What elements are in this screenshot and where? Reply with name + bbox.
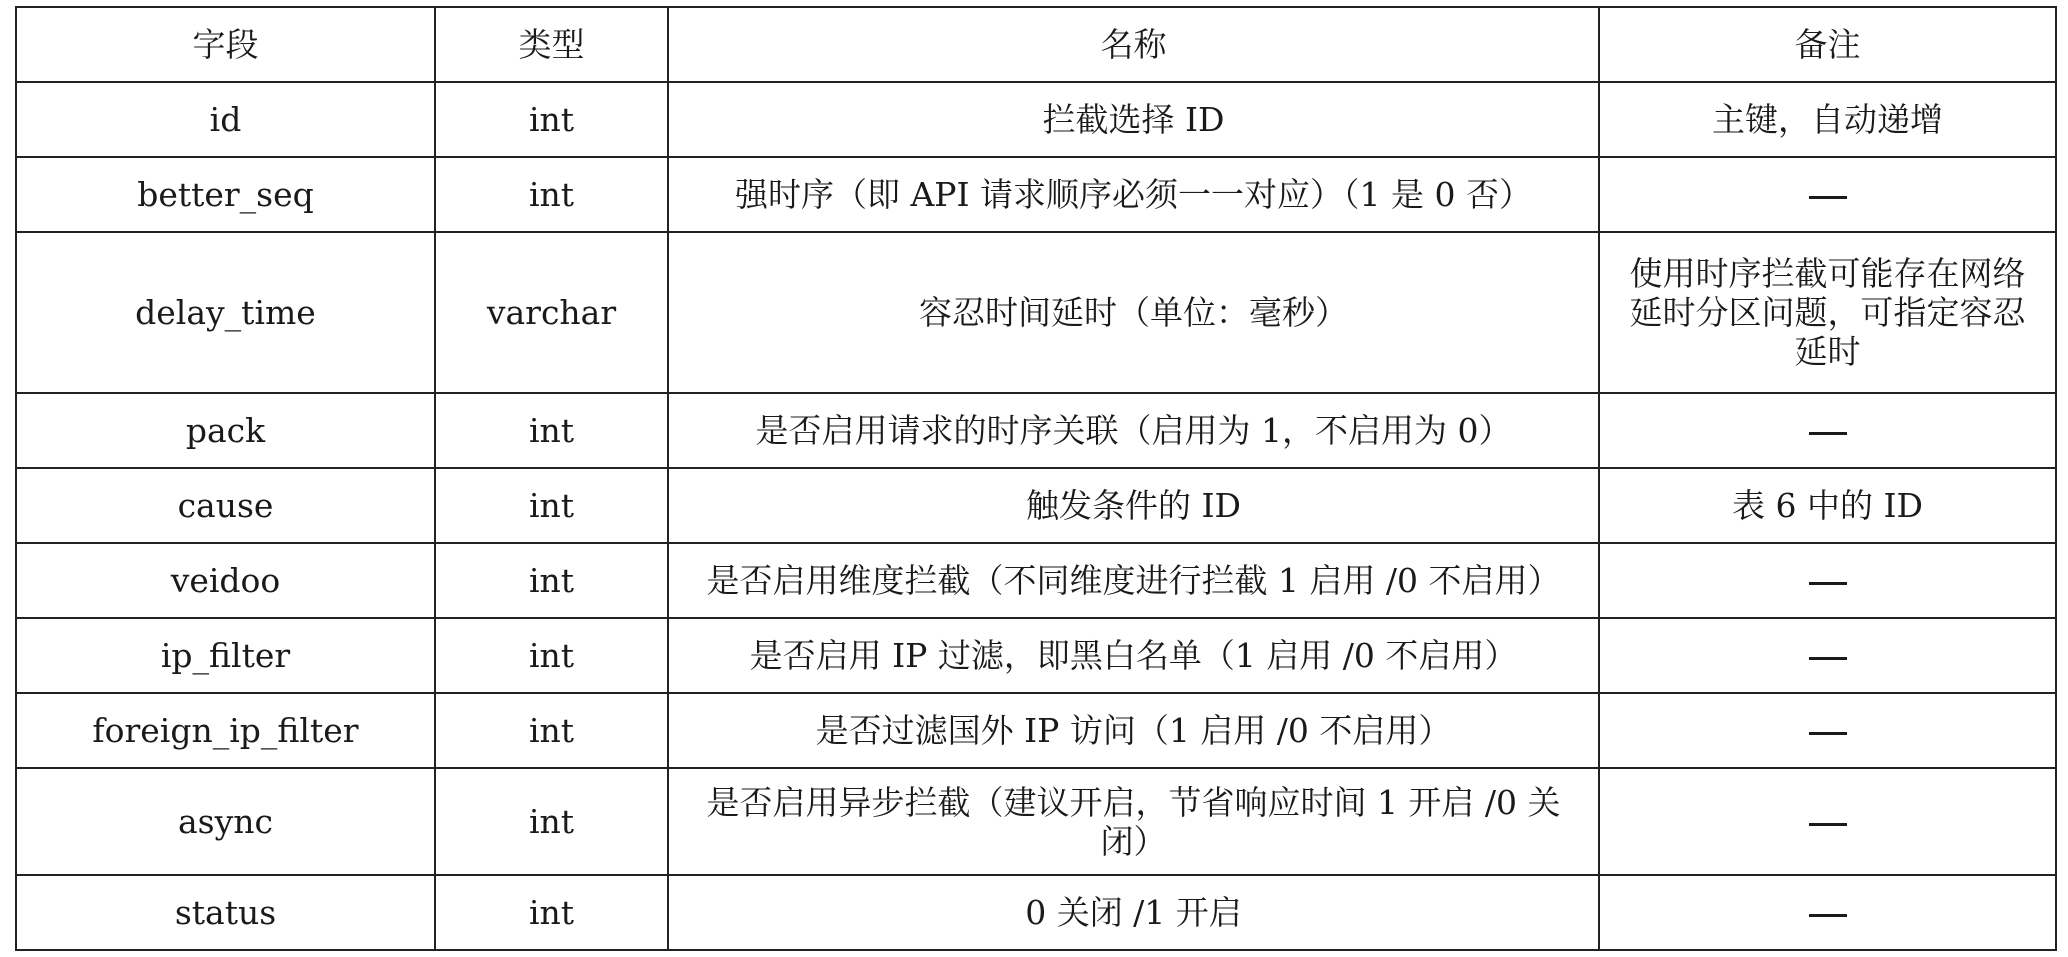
cell-note: 表 6 中的 ID [1599,468,2056,543]
cell-type: varchar [435,232,668,393]
cell-name: 是否启用异步拦截（建议开启，节省响应时间 1 开启 /0 关闭） [668,768,1599,875]
cell-field: cause [16,468,435,543]
cell-note [1599,875,2056,950]
cell-type: int [435,768,668,875]
table-row [16,82,2056,157]
cell-type: int [435,157,668,232]
cell-type: int [435,82,668,157]
cell-field: ip_filter [16,618,435,693]
header-field: 字段 [16,7,435,82]
cell-type: int [435,543,668,618]
cell-note: 使用时序拦截可能存在网络延时分区问题，可指定容忍延时 [1599,232,2056,393]
cell-field: delay_time [16,232,435,393]
dash-mark [1809,732,1847,735]
dash-mark [1809,582,1847,585]
cell-name: 容忍时间延时（单位：毫秒） [668,232,1599,393]
table-row [16,157,2056,232]
cell-note [1599,157,2056,232]
cell-name: 是否启用 IP 过滤，即黑白名单（1 启用 /0 不启用） [668,618,1599,693]
cell-name: 是否启用请求的时序关联（启用为 1，不启用为 0） [668,393,1599,468]
header-note: 备注 [1599,7,2056,82]
table-row [16,543,2056,618]
cell-name: 0 关闭 /1 开启 [668,875,1599,950]
cell-field: pack [16,393,435,468]
cell-field: better_seq [16,157,435,232]
cell-type: int [435,875,668,950]
cell-name: 强时序（即 API 请求顺序必须一一对应）（1 是 0 否） [668,157,1599,232]
cell-note [1599,393,2056,468]
table-row [16,875,2056,950]
cell-name: 触发条件的 ID [668,468,1599,543]
cell-name: 是否启用维度拦截（不同维度进行拦截 1 启用 /0 不启用） [668,543,1599,618]
cell-note [1599,618,2056,693]
cell-note [1599,543,2056,618]
cell-type: int [435,693,668,768]
field-definition-table [15,6,2057,951]
cell-note [1599,693,2056,768]
cell-note: 主键，自动递增 [1599,82,2056,157]
table-row [16,232,2056,393]
dash-mark [1809,823,1847,826]
dash-mark [1809,914,1847,917]
cell-field: async [16,768,435,875]
cell-field: foreign_ip_filter [16,693,435,768]
cell-name: 拦截选择 ID [668,82,1599,157]
dash-mark [1809,196,1847,199]
table-row [16,468,2056,543]
cell-field: veidoo [16,543,435,618]
cell-type: int [435,393,668,468]
document-page [15,6,2057,951]
table-row [16,693,2056,768]
cell-note [1599,768,2056,875]
cell-name: 是否过滤国外 IP 访问（1 启用 /0 不启用） [668,693,1599,768]
cell-field: id [16,82,435,157]
table-header-row [16,7,2056,82]
dash-mark [1809,657,1847,660]
header-type: 类型 [435,7,668,82]
cell-type: int [435,468,668,543]
header-name: 名称 [668,7,1599,82]
cell-type: int [435,618,668,693]
dash-mark [1809,432,1847,435]
table-row [16,618,2056,693]
table-row [16,768,2056,875]
cell-field: status [16,875,435,950]
table-row [16,393,2056,468]
